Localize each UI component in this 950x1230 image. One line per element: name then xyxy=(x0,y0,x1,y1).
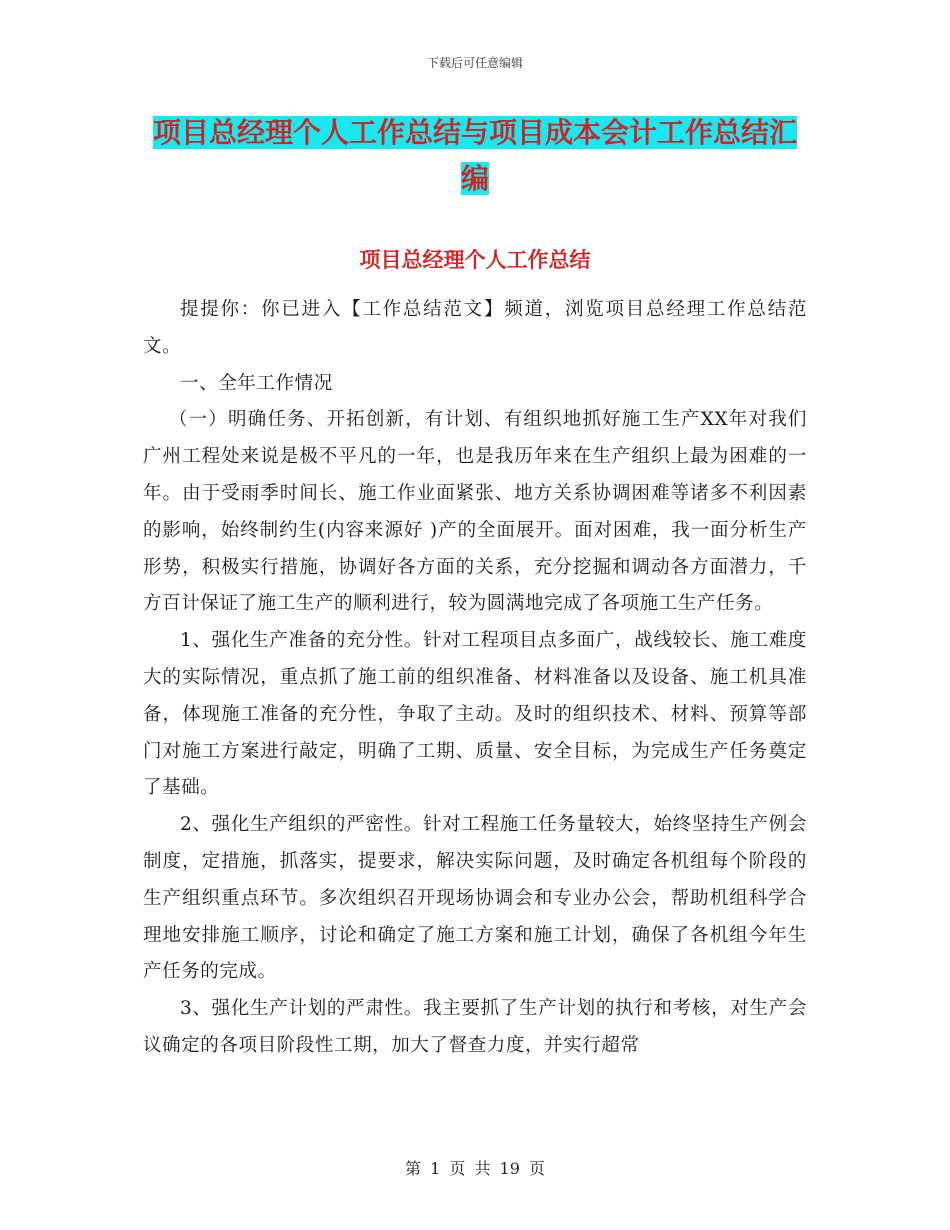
page-number-footer: 第 1 页 共 19 页 xyxy=(405,1159,545,1178)
document-title-line-2: 编 xyxy=(460,162,489,195)
paragraph-production-plan: 3、强化生产计划的严肃性。我主要抓了生产计划的执行和考核，对生产会议确定的各项目阶段性工期，加大了督查力度，并实行超常 xyxy=(143,998,807,1056)
document-title-line-1: 项目总经理个人工作总结与项目成本会计工作总结汇 xyxy=(152,116,797,149)
paragraph-task-innovation: （一）明确任务、开拓创新，有计划、有组织地抓好施工生产XX年对我们广州工程处来说是极不平凡的一年，也是我历年来在生产组织上最为困难的一年。由于受雨季时间长、施工作业面紧张、地方关系协调困难等诸多不利因素的影响，始终制约生(内容来源好 )产的全面展开。面对困难，我一面分析生产形势，积极实行措施，协调好各方面的关系，充分挖掘和调动各方面潜力，千方百计保证了施工生产的顺利进行，较为圆满地完成了各项施工生产任务。 xyxy=(143,409,807,615)
body-text xyxy=(143,292,807,1065)
paragraph-production-organization: 2、强化生产组织的严密性。针对工程施工任务量较大，始终坚持生产例会制度，定措施，抓落实，提要求，解决实际问题，及时确定各机组每个阶段的生产组织重点环节。多次组织召开现场协调会和专业办公会，帮助机组科学合理地安排施工顺序，讨论和确定了施工方案和施工计划，确保了各机组今年生产任务的完成。 xyxy=(143,814,807,983)
paragraph-production-preparation: 1、强化生产准备的充分性。针对工程项目点多面广，战线较长、施工难度大的实际情况，重点抓了施工前的组织准备、材料准备以及设备、施工机具准备，体现施工准备的充分性，争取了主动。及时的组织技术、材料、预算等部门对施工方案进行敲定，明确了工期、质量、安全目标，为完成生产任务奠定了基础。 xyxy=(143,630,807,799)
paragraph-heading-annual-work: 一、全年工作情况 xyxy=(180,372,333,394)
document-title xyxy=(140,110,810,202)
header-note: 下载后可任意编辑 xyxy=(426,56,523,70)
paragraph-intro: 提提你：你已进入【工作总结范文】频道，浏览项目总经理工作总结范文。 xyxy=(143,299,807,357)
section-title: 项目总经理个人工作总结 xyxy=(359,248,591,272)
